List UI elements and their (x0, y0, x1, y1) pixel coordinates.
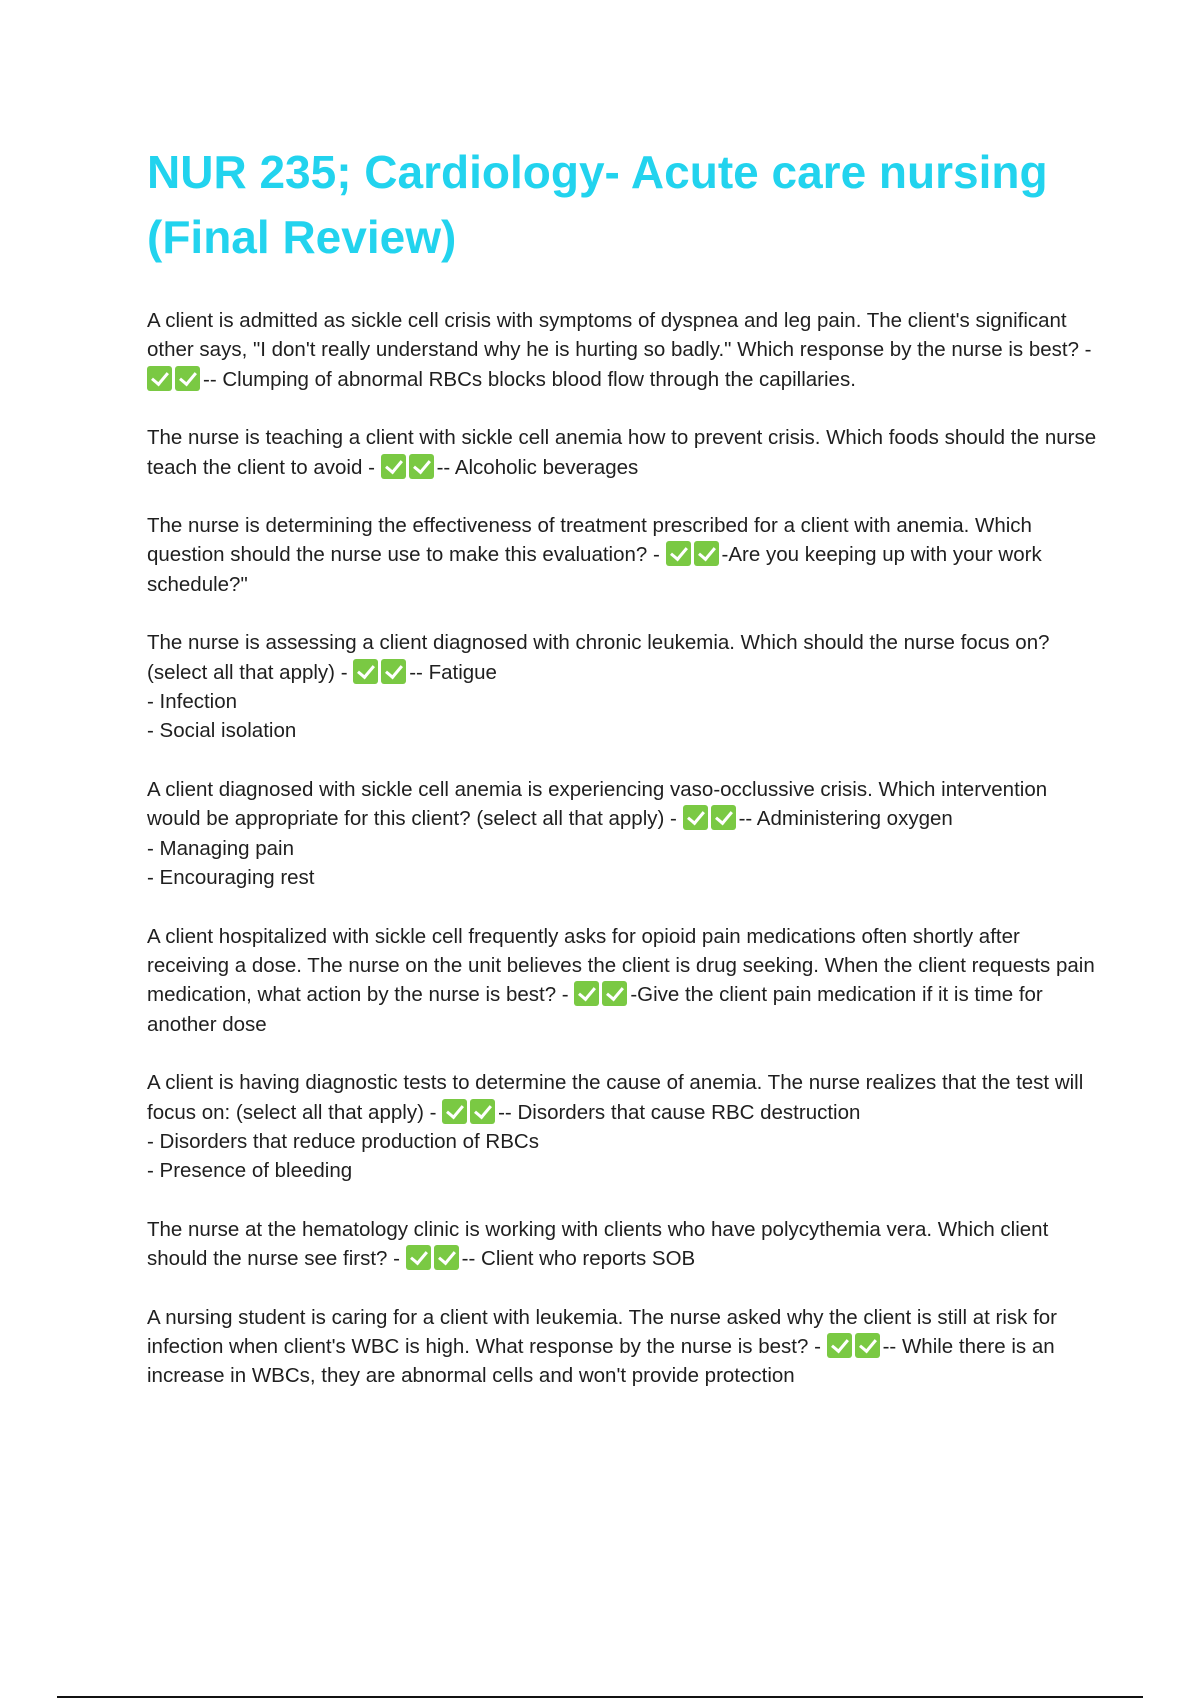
question-text: The nurse is assessing a client diagnosed with chronic leukemia. Which should the nurse focus on? (select all that apply) - (147, 631, 1050, 684)
answer-extra-line: - Encouraging rest (147, 866, 315, 890)
page-divider (57, 1696, 1143, 1698)
answer-marker (666, 543, 722, 566)
check-mark-icon (694, 541, 719, 566)
answer-marker (827, 1335, 883, 1358)
qa-text (147, 511, 1097, 599)
qa-text (147, 1215, 1097, 1274)
qa-text (147, 1068, 1097, 1127)
question-text: The nurse at the hematology clinic is working with clients who have polycythemia vera. Which client should the nurse see first? - (147, 1217, 1049, 1271)
answer-text: -- Administering oxygen (738, 807, 953, 831)
answer-text: -- Fatigue (409, 660, 497, 684)
answer-text: -- Disorders that cause RBC destruction (498, 1100, 861, 1124)
qa-item-5 (147, 775, 1097, 893)
answer-marker (442, 1101, 498, 1124)
question-text: A client is admitted as sickle cell crisis with symptoms of dyspnea and leg pain. The client's significant other says, "I don't really understand why he is hurting so badly." Which response by the nurse is best? - (147, 309, 1092, 362)
check-mark-icon (442, 1099, 467, 1124)
question-text: The nurse is determining the effectiveness of treatment prescribed for a client with anemia. Which question should the nurse use to make this evaluation? - (147, 514, 1032, 567)
page-title: NUR 235; Cardiology- Acute care nursing (Final Review) (147, 146, 1048, 263)
qa-text (147, 423, 1097, 482)
check-mark-icon (175, 366, 200, 391)
answer-text: -- Client who reports SOB (461, 1247, 696, 1271)
question-text: A nursing student is caring for a client with leukemia. The nurse asked why the client is still at risk for infection when client's WBC is high. What response by the nurse is best? - (147, 1305, 1058, 1358)
check-mark-icon (711, 805, 736, 830)
question-text: A client is having diagnostic tests to determine the cause of anemia. The nurse realizes that the test will focus on: (select all that apply) - (147, 1071, 1084, 1124)
answer-extra-line: - Managing pain (147, 836, 295, 860)
answer-extra-line: - Presence of bleeding (147, 1159, 353, 1183)
qa-item-1 (147, 306, 1097, 394)
answer-text: -Are you keeping up with your work schedule?" (147, 543, 1042, 596)
qa-text (147, 775, 1097, 834)
check-mark-icon (683, 805, 708, 830)
check-mark-icon (602, 981, 627, 1006)
answer-marker (147, 368, 203, 391)
check-mark-icon (409, 454, 434, 479)
qa-item-8 (147, 1215, 1097, 1274)
answer-marker (574, 983, 630, 1006)
answer-marker (683, 807, 739, 830)
answer-extra-line: - Social isolation (147, 719, 297, 743)
answer-extra-line: - Disorders that reduce production of RBCs (147, 1129, 539, 1153)
qa-item-4 (147, 628, 1097, 746)
answer-marker (381, 456, 437, 479)
question-text: The nurse is teaching a client with sickle cell anemia how to prevent crisis. Which foods should the nurse teach the client to avoid - (147, 426, 1097, 479)
check-mark-icon (434, 1245, 459, 1270)
answer-text: -- While there is an increase in WBCs, they are abnormal cells and won't provide protection (147, 1334, 1055, 1388)
answer-text: -- Alcoholic beverages (436, 455, 639, 479)
check-mark-icon (855, 1333, 880, 1358)
answer-text: -Give the client pain medication if it is time for another dose (147, 983, 1043, 1036)
qa-text (147, 922, 1097, 1040)
check-mark-icon (353, 659, 378, 684)
question-text: A client diagnosed with sickle cell anemia is experiencing vaso-occlussive crisis. Which intervention would be appropriate for this client? (select all that apply) - (147, 777, 1048, 831)
check-mark-icon (147, 366, 172, 391)
qa-item-6 (147, 922, 1097, 1040)
qa-text (147, 1303, 1097, 1391)
qa-item-9 (147, 1303, 1097, 1391)
check-mark-icon (381, 454, 406, 479)
question-text: A client hospitalized with sickle cell frequently asks for opioid pain medications often shortly after receiving a dose. The nurse on the unit believes the client is drug seeking. When the client requests pain medication, what action by the nurse is best? - (147, 924, 1095, 1007)
document-page (147, 140, 1097, 1420)
answer-marker (406, 1247, 462, 1270)
answer-extra-line: - Infection (147, 690, 238, 714)
check-mark-icon (666, 541, 691, 566)
check-mark-icon (827, 1333, 852, 1358)
check-mark-icon (574, 981, 599, 1006)
check-mark-icon (470, 1099, 495, 1124)
qa-item-3 (147, 511, 1097, 599)
qa-text (147, 306, 1097, 394)
answer-text: -- Clumping of abnormal RBCs blocks blood flow through the capillaries. (203, 367, 856, 391)
check-mark-icon (406, 1245, 431, 1270)
answer-marker (353, 661, 409, 684)
check-mark-icon (381, 659, 406, 684)
qa-text (147, 628, 1097, 687)
qa-item-7 (147, 1068, 1097, 1186)
qa-item-2 (147, 423, 1097, 482)
